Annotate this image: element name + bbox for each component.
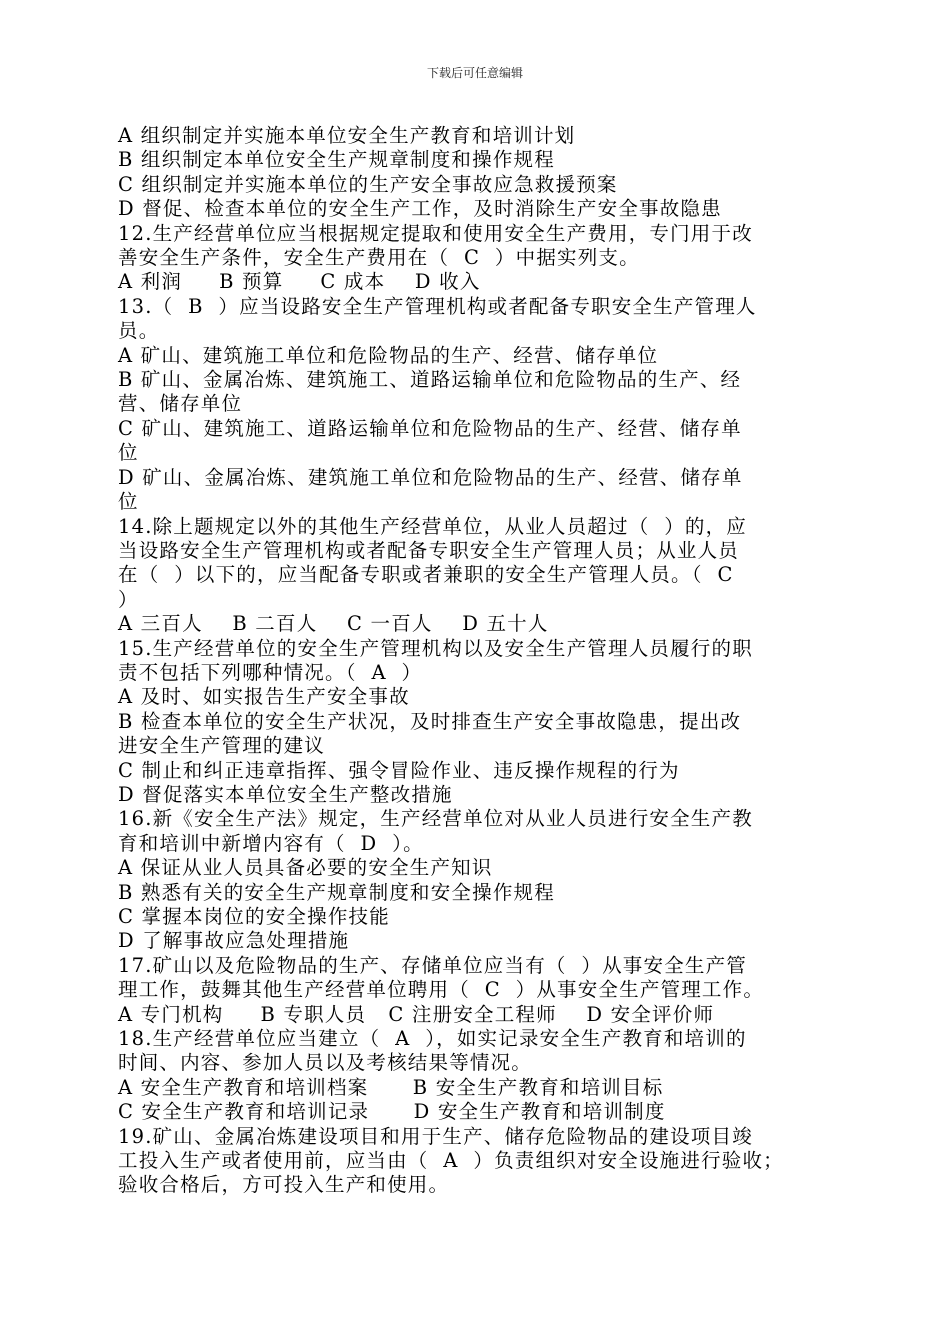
text-line: 16.新《安全生产法》规定，生产经营单位对从业人员进行安全生产教 [118,807,753,831]
text-line: 15.生产经营单位的安全生产管理机构以及安全生产管理人员履行的职 [118,636,753,660]
text-line: D 了解事故应急处理措施 [118,929,350,953]
text-line: 理工作，鼓舞其他生产经营单位聘用（ C ）从事安全生产管理工作。 [118,978,765,1002]
text-line: 善安全生产条件，安全生产费用在（ C ）中据实列支。 [118,246,640,270]
text-line: C 制止和纠正违章指挥、强令冒险作业、违反操作规程的行为 [118,758,680,782]
text-line: 进安全生产管理的建议 [118,734,326,758]
text-line: A 及时、如实报告生产安全事故 [118,685,410,709]
text-line: C 安全生产教育和培训记录 D 安全生产教育和培训制度 [118,1100,666,1124]
text-line: 育和培训中新增内容有（ D ）。 [118,831,424,855]
text-line: D 督促、检查本单位的安全生产工作，及时消除生产安全事故隐患 [118,197,722,221]
text-line: A 三百人 B 二百人 C 一百人 D 五十人 [118,612,549,636]
text-line: C 掌握本岗位的安全操作技能 [118,905,390,928]
text-line: D 督促落实本单位安全生产整改措施 [118,782,453,806]
text-line: 在（ ）以下的，应当配备专职或者兼职的安全生产管理人员。（ C [118,563,734,587]
text-line: 时间、内容、参加人员以及考核结果等情况。 [118,1051,533,1075]
text-line: A 利润 B 预算 C 成本 D 收入 [118,270,481,294]
text-line: C 组织制定并实施本单位的生产安全事故应急救援预案 [118,172,618,196]
text-line: ） [118,587,139,611]
page-header: 下载后可任意编辑 [426,66,523,80]
text-line: 责不包括下列哪种情况。（ A ） [118,660,423,684]
text-line: 13.（ B ）应当设路安全生产管理机构或者配备专职安全生产管理人 [118,294,757,318]
text-line: A 矿山、建筑施工单位和危险物品的生产、经营、储存单位 [118,343,659,367]
text-line: A 专门机构 B 专职人员 C 注册安全工程师 D 安全评价师 [118,1002,715,1026]
text-line: 当设路安全生产管理机构或者配备专职安全生产管理人员；从业人员 [118,538,740,562]
text-line: B 检查本单位的安全生产状况，及时排查生产安全事故隐患，提出改 [118,709,742,733]
text-line: 工投入生产或者使用前，应当由（ A ）负责组织对安全设施进行验收； [118,1149,784,1173]
text-line: 营、储存单位 [118,392,243,416]
text-line: B 熟悉有关的安全生产规章制度和安全操作规程 [118,880,555,904]
text-line: A 安全生产教育和培训档案 B 安全生产教育和培训目标 [118,1075,664,1099]
text-line: C 矿山、建筑施工、道路运输单位和危险物品的生产、经营、储存单 [118,416,742,440]
text-line: 员。 [118,319,160,343]
text-line: 12.生产经营单位应当根据规定提取和使用安全生产费用，专门用于改 [118,221,753,245]
document-body [118,124,838,1198]
text-line: B 矿山、金属冶炼、建筑施工、道路运输单位和危险物品的生产、经 [118,368,742,392]
text-line: 验收合格后，方可投入生产和使用。 [118,1173,450,1197]
text-line: D 矿山、金属冶炼、建筑施工单位和危险物品的生产、经营、储存单 [118,465,743,489]
text-line: 18.生产经营单位应当建立（ A ），如实记录安全生产教育和培训的 [118,1027,747,1051]
text-line: 17.矿山以及危险物品的生产、存储单位应当有（ ）从事安全生产管 [118,953,748,977]
text-line: 14.除上题规定以外的其他生产经营单位，从业人员超过（ ）的，应 [118,514,748,538]
text-line: 19.矿山、金属冶炼建设项目和用于生产、储存危险物品的建设项目竣 [118,1124,753,1148]
text-line: B 组织制定本单位安全生产规章制度和操作规程 [118,148,555,172]
text-line: 位 [118,441,139,465]
text-line: 位 [118,490,139,514]
text-line: A 组织制定并实施本单位安全生产教育和培训计划 [118,124,576,147]
text-line: A 保证从业人员具备必要的安全生产知识 [118,856,493,880]
